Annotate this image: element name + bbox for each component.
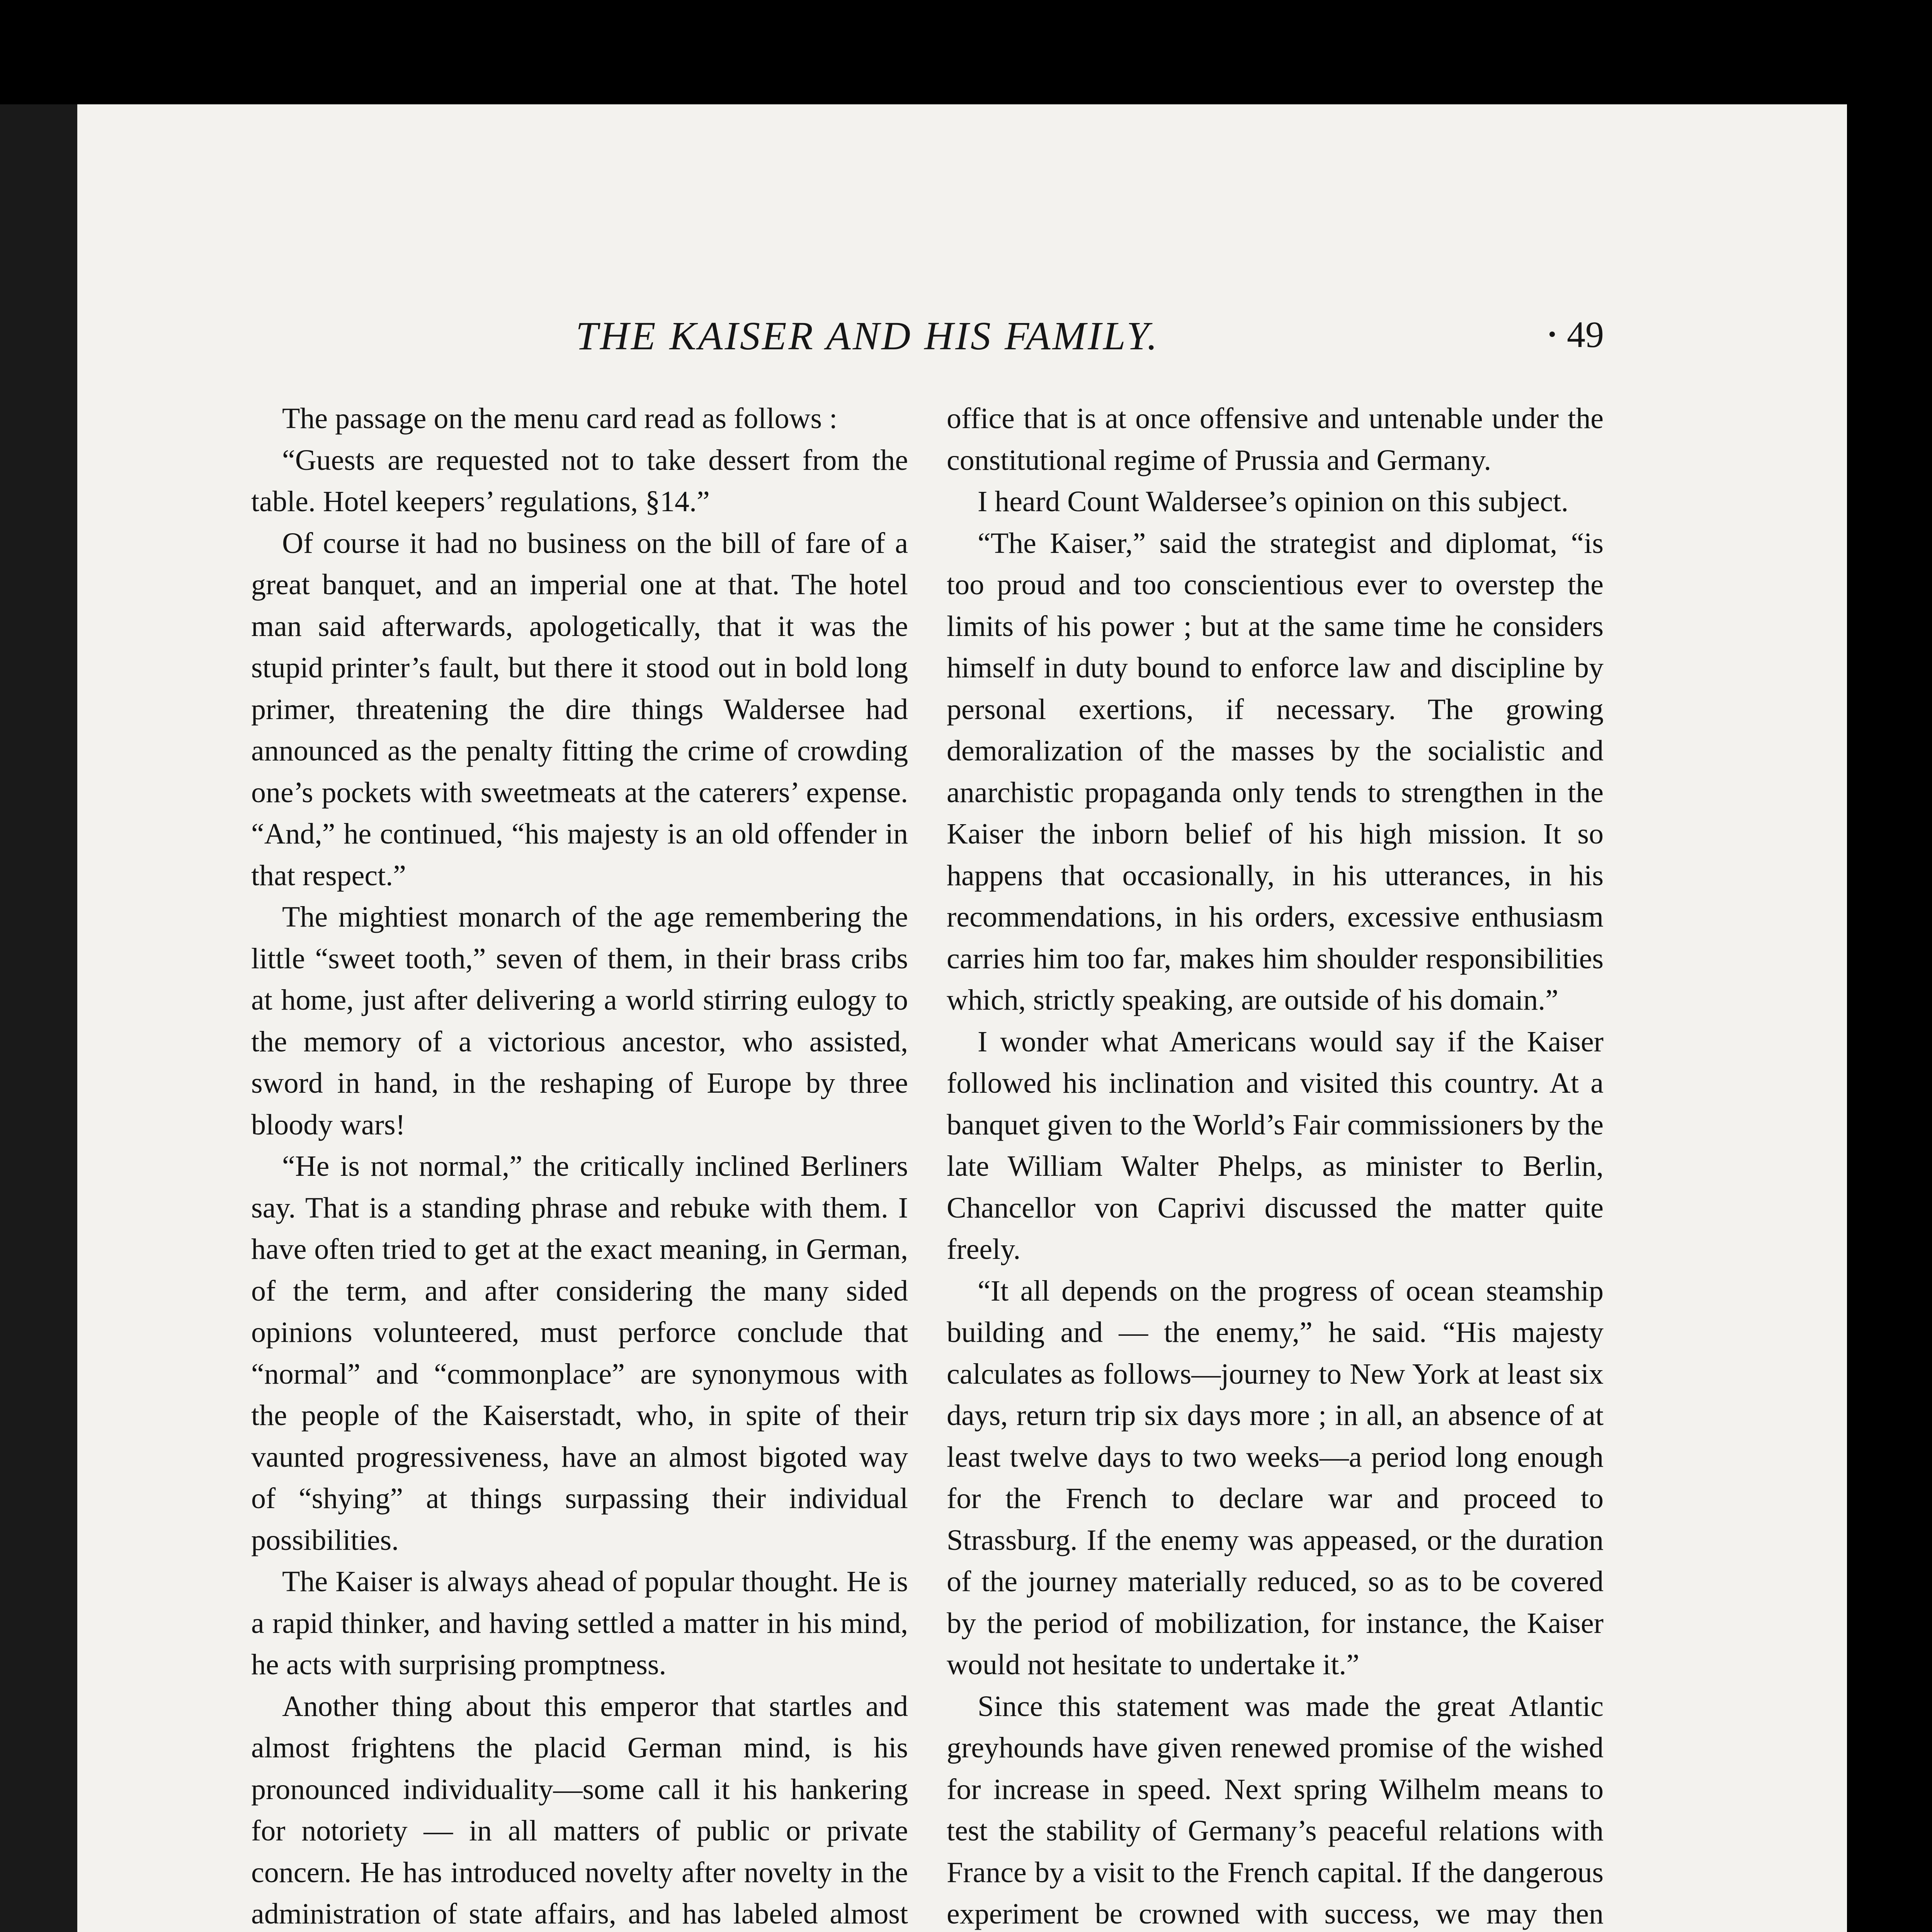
paragraph: “It all depends on the progress of ocean steamship building and — the enemy,” he said. “His majesty calculates as follows—journey to New York at least six days, return trip six days more ; in all, an absence of at least twelve days to two weeks—a period long enough for the French to declare war and proceed to Strassburg. If the enemy was appeased, or the duration of the journey materially reduced, so as to be covered by the period of mobilization, for instance, the Kaiser would not hesitate to undertake it.” [947,1274,1604,1681]
paragraph: Another thing about this emperor that startles and almost frightens the placid German mind, is his pronounced individuality—some call it his hankering for notoriety — in all matters of public or private concern. He has introduced novelty after novelty in the administration of state affairs, and has labeled almost [251,1690,908,1930]
page-number: 49 [1567,314,1604,355]
paragraph: Since this statement was made the great Atlantic greyhounds have given renewed promise of the wished for increase in speed. Next spring Wilhelm means to test the stability of Germany’s peaceful relations with France by a visit to the French capital. If the dangerous experiment be crowned with success, we may then [947,1690,1604,1930]
paragraph: “The Kaiser,” said the strategist and diplomat, “is too proud and too conscientious ever to overstep the limits of his power ; but at the same time he considers himself in duty bound to enforce law and discipline by personal exertions, if necessary. The growing demoralization of the masses by the socialistic and anarchistic propaganda only tends to strengthen in the Kaiser the inborn belief of his high mission. It so happens that occasionally, in his utterances, in his recommendations, in his orders, excessive enthusiasm carries him too far, makes him shoulder responsibilities which, strictly speaking, are outside of his domain.” [947,527,1604,1016]
running-head: THE KAISER AND HIS FAMILY. [576,314,1159,358]
paragraph: The Kaiser is always ahead of popular thought. He is a rapid thinker, and having settled a matter in his mind, he acts with surprising promptness. [251,1565,908,1681]
paragraph: The mightiest monarch of the age remembering the little “sweet tooth,” seven of them, in their brass cribs at home, just after delivering a world stirring eulogy to the memory of a victorious ancestor, who assisted, sword in hand, in the reshaping of Europe by three bloody wars! [251,901,908,1141]
paragraph: Of course it had no business on the bill of fare of a great banquet, and an imperial one at that. The hotel man said afterwards, apologetically, that it was the stupid printer’s fault, but there it stood out in bold long primer, threatening the dire things Waldersee had announced as the penalty fitting the crime of crowding one’s pockets with sweetmeats at the caterers’ expense. “And,” he continued, “his majesty is an old offender in that respect.” [251,527,908,892]
paragraph: The passage on the menu card read as follows : [282,402,838,435]
paragraph: “Guests are requested not to take dessert from the table. Hotel keepers’ regulations, §14.” [251,444,908,518]
paragraph: “He is not normal,” the critically inclined Berliners say. That is a standing phrase and rebuke with them. I have often tried to get at the exact meaning, in German, of the term, and after considering the many sided opinions volunteered, must perforce conclude that “normal” and “commonplace” are synonymous with the people of the Kaiserstadt, who, in spite of their vaunted progressiveness, have an almost bigoted way of “shying” at things surpassing their individual possibilities. [251,1150,908,1556]
paragraph: I wonder what Americans would say if the Kaiser followed his inclination and visited this country. At a banquet given to the World’s Fair commissioners by the late William Walter Phelps, as minister to Berlin, Chancellor von Caprivi discussed the matter quite freely. [947,1025,1604,1265]
page-number-dot [1549,332,1555,337]
left-column [251,398,908,1932]
book-binding-edge [0,104,77,1932]
right-column [947,398,1604,1932]
paragraph-continued: office that is at once offensive and untenable under the constitutional regime of Prussia and Germany. [947,402,1604,476]
paragraph: I heard Count Waldersee’s opinion on this subject. [978,485,1569,518]
